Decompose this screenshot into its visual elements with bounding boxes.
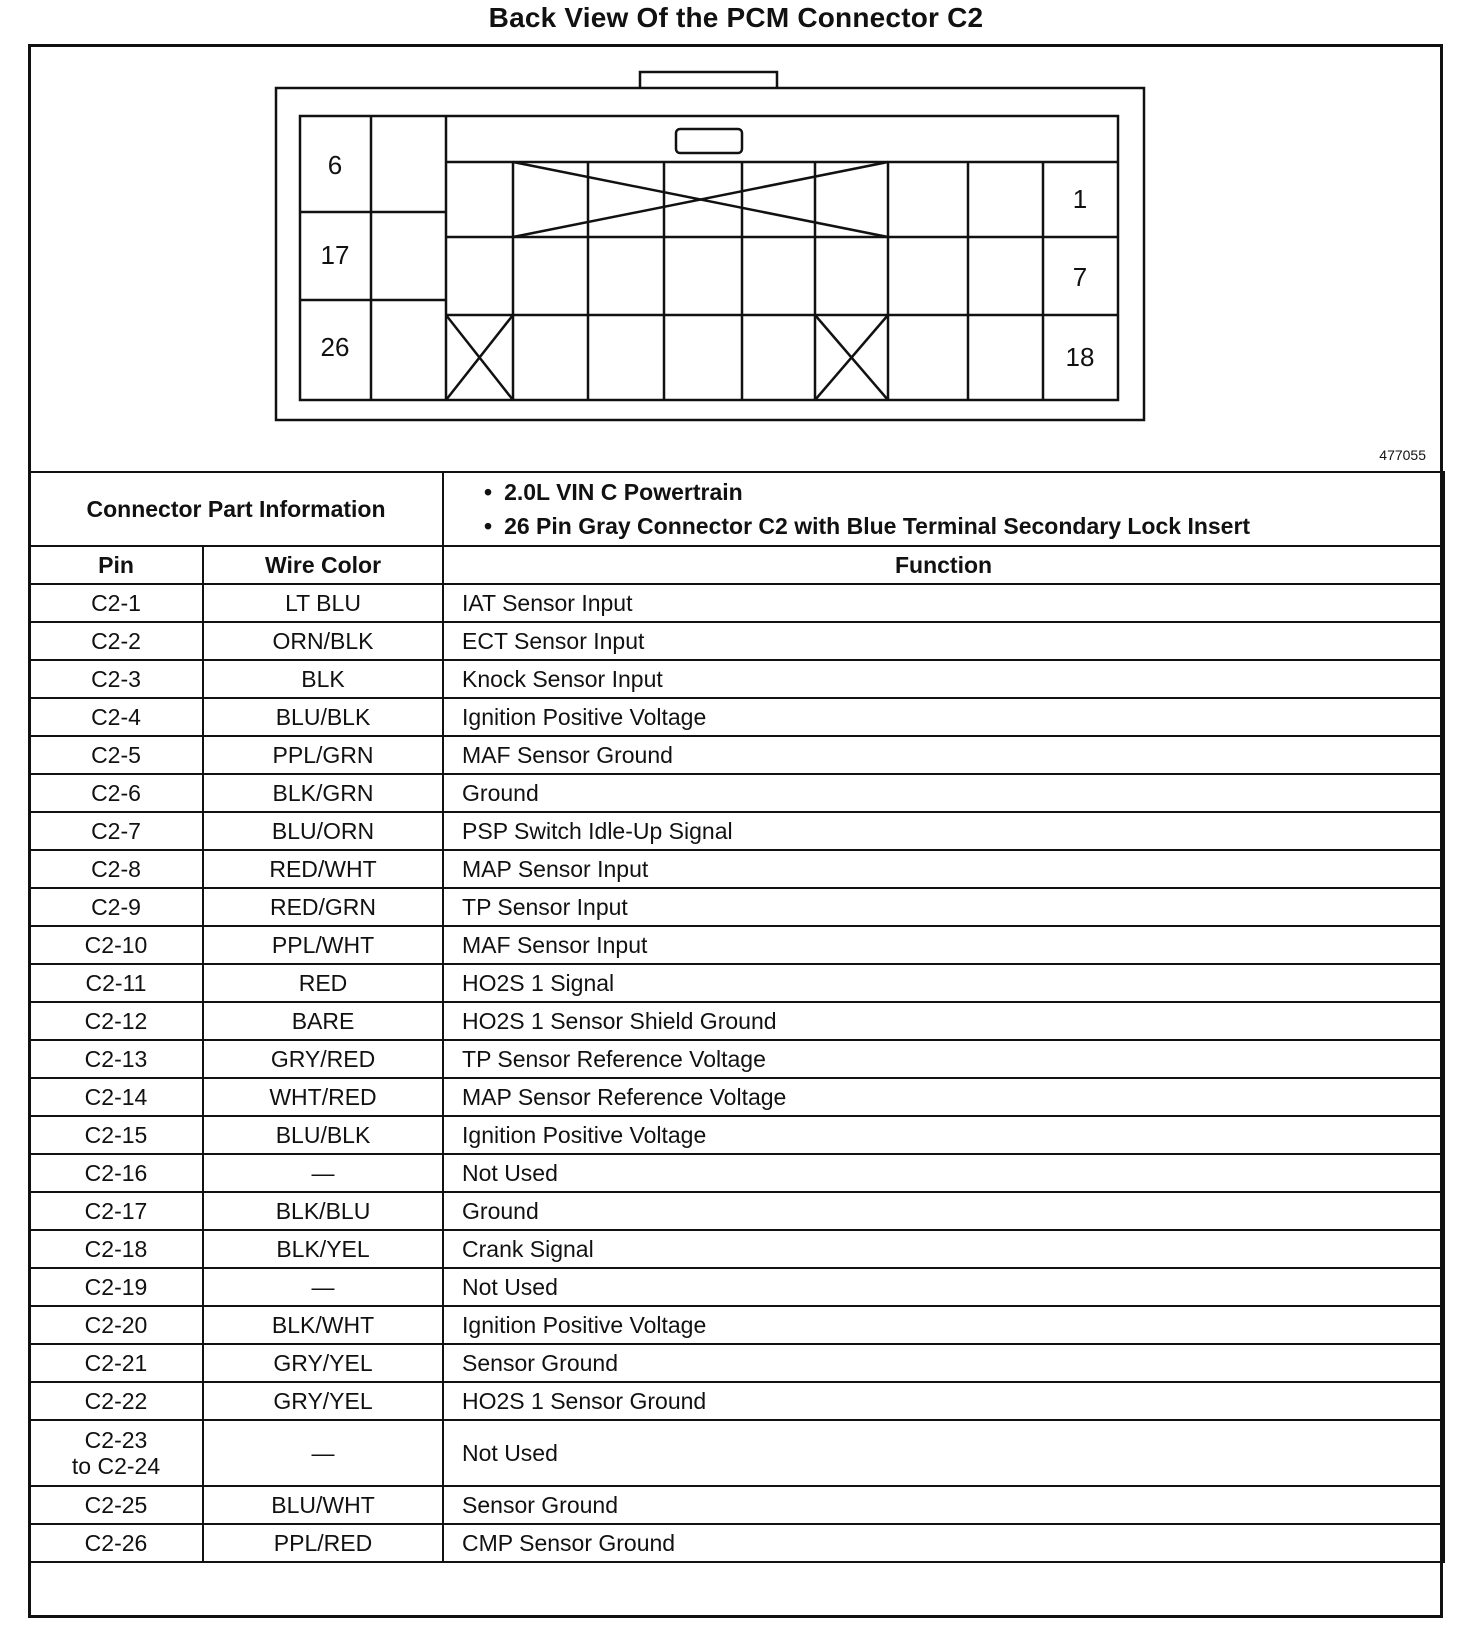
pin-cell: [29, 1306, 203, 1344]
table-row: [29, 774, 1444, 812]
wire-color-cell: —: [203, 1154, 443, 1192]
pin-id: C2-4: [91, 703, 141, 730]
table-row: [29, 1116, 1444, 1154]
wire-color-cell: BLK/YEL: [203, 1230, 443, 1268]
table-row: [29, 736, 1444, 774]
pin-cell: [29, 1524, 203, 1562]
wire-color-cell: BLU/BLK: [203, 1116, 443, 1154]
wire-color-cell: BLK/WHT: [203, 1306, 443, 1344]
pin-id: C2-17: [84, 1197, 148, 1224]
table-row: [29, 622, 1444, 660]
wire-color-cell: WHT/RED: [203, 1078, 443, 1116]
table-row: [29, 850, 1444, 888]
pin-cell: [29, 736, 203, 774]
pin-cell: [29, 698, 203, 736]
wire-color-cell: BARE: [203, 1002, 443, 1040]
function-cell: Ground: [443, 1192, 1444, 1230]
connector-diagram: [28, 44, 1443, 474]
pin-id: C2-12: [84, 1007, 148, 1034]
pin-id: C2-19: [84, 1273, 148, 1300]
pin-cell: [29, 774, 203, 812]
pin-id: C2-18: [84, 1235, 148, 1262]
pin-id: C2-6: [91, 779, 141, 806]
pin-id: C2-5: [91, 741, 141, 768]
pin-cell: [29, 1382, 203, 1420]
table-row: [29, 660, 1444, 698]
wire-color-cell: —: [203, 1268, 443, 1306]
cavity-label: 7: [1072, 262, 1088, 292]
pin-id: C2-3: [91, 665, 141, 692]
function-cell: IAT Sensor Input: [443, 584, 1444, 622]
pin-id: C2-1: [91, 589, 141, 616]
pin-cell: [29, 1040, 203, 1078]
pin-id: C2-8: [91, 855, 141, 882]
pin-id: C2-21: [84, 1349, 148, 1376]
pin-cell: [29, 1154, 203, 1192]
connector-body: [276, 88, 1144, 420]
table-row: [29, 1420, 1444, 1486]
wire-color-cell: RED/GRN: [203, 888, 443, 926]
table-row: [29, 1040, 1444, 1078]
function-cell: Crank Signal: [443, 1230, 1444, 1268]
wire-color-cell: PPL/GRN: [203, 736, 443, 774]
wire-color-cell: PPL/RED: [203, 1524, 443, 1562]
pin-cell: [29, 1078, 203, 1116]
function-cell: MAF Sensor Input: [443, 926, 1444, 964]
cavity-label: 1: [1072, 184, 1088, 214]
function-cell: HO2S 1 Sensor Shield Ground: [443, 1002, 1444, 1040]
pin-cell: [29, 1192, 203, 1230]
pin-cell: [29, 1268, 203, 1306]
function-cell: HO2S 1 Sensor Ground: [443, 1382, 1444, 1420]
pin-id: C2-20: [84, 1311, 148, 1338]
pin-cell: [29, 622, 203, 660]
function-cell: Knock Sensor Input: [443, 660, 1444, 698]
table-row: [29, 698, 1444, 736]
pin-cell: [29, 1116, 203, 1154]
function-cell: Not Used: [443, 1154, 1444, 1192]
table-row: [29, 1306, 1444, 1344]
header-pin: Pin: [29, 546, 203, 584]
pin-id: C2-23: [84, 1427, 148, 1453]
wire-color-cell: —: [203, 1420, 443, 1486]
pin-id: C2-11: [85, 969, 147, 996]
table-row: [29, 1486, 1444, 1524]
wire-color-cell: BLU/BLK: [203, 698, 443, 736]
part-info-label: Connector Part Information: [29, 472, 443, 546]
table-row: [29, 1154, 1444, 1192]
pin-id: C2-9: [91, 893, 141, 920]
function-cell: Sensor Ground: [443, 1344, 1444, 1382]
pin-cell: [29, 964, 203, 1002]
cavity-label: 17: [320, 240, 350, 270]
wire-color-cell: BLK/GRN: [203, 774, 443, 812]
function-cell: PSP Switch Idle-Up Signal: [443, 812, 1444, 850]
function-cell: Sensor Ground: [443, 1486, 1444, 1524]
table-row: [29, 812, 1444, 850]
table-row: [29, 1524, 1444, 1562]
table-row: [29, 1268, 1444, 1306]
table-row: [29, 1002, 1444, 1040]
pin-cell: [29, 888, 203, 926]
pin-id: C2-16: [84, 1159, 148, 1186]
function-cell: HO2S 1 Signal: [443, 964, 1444, 1002]
pin-cell: [29, 926, 203, 964]
table-row: [29, 584, 1444, 622]
wire-color-cell: GRY/YEL: [203, 1382, 443, 1420]
pin-id-range-end: to C2-24: [71, 1453, 161, 1479]
part-info-details: [443, 472, 1444, 546]
pin-cell: [29, 850, 203, 888]
function-cell: Not Used: [443, 1420, 1444, 1486]
pin-id: C2-7: [91, 817, 141, 844]
wire-color-cell: BLK: [203, 660, 443, 698]
pin-id: C2-13: [84, 1045, 148, 1072]
part-info-row: [29, 472, 1444, 546]
connector-latch-tab: [640, 72, 777, 88]
function-cell: Ignition Positive Voltage: [443, 1306, 1444, 1344]
table-row: [29, 888, 1444, 926]
cavity-label: 6: [327, 150, 343, 180]
pin-id: C2-25: [84, 1491, 148, 1518]
pin-id: C2-2: [91, 627, 141, 654]
function-cell: ECT Sensor Input: [443, 622, 1444, 660]
cavity-label: 26: [320, 332, 350, 362]
pin-cell: [29, 660, 203, 698]
function-cell: Ignition Positive Voltage: [443, 1116, 1444, 1154]
pin-id: C2-14: [84, 1083, 148, 1110]
function-cell: MAP Sensor Input: [443, 850, 1444, 888]
table-row: [29, 1230, 1444, 1268]
wire-color-cell: LT BLU: [203, 584, 443, 622]
wire-color-cell: GRY/RED: [203, 1040, 443, 1078]
pin-id: C2-26: [84, 1529, 148, 1556]
connector-cavity-grid: [300, 116, 1118, 400]
pin-cell: [29, 1486, 203, 1524]
pin-cell: [29, 1344, 203, 1382]
function-cell: TP Sensor Reference Voltage: [443, 1040, 1444, 1078]
table-row: [29, 1192, 1444, 1230]
function-cell: CMP Sensor Ground: [443, 1524, 1444, 1562]
wire-color-cell: BLU/WHT: [203, 1486, 443, 1524]
wire-color-cell: BLU/ORN: [203, 812, 443, 850]
table-row: [29, 1382, 1444, 1420]
pin-cell: [29, 584, 203, 622]
function-cell: Not Used: [443, 1268, 1444, 1306]
function-cell: MAP Sensor Reference Voltage: [443, 1078, 1444, 1116]
pin-cell: [29, 1002, 203, 1040]
function-cell: Ignition Positive Voltage: [443, 698, 1444, 736]
wire-color-cell: RED/WHT: [203, 850, 443, 888]
header-function: Function: [443, 546, 1444, 584]
table-header: [29, 546, 1444, 584]
pin-cell: [29, 1230, 203, 1268]
part-info-item: • 26 Pin Gray Connector C2 with Blue Terminal Secondary Lock Insert: [484, 509, 1443, 543]
pinout-table: [28, 471, 1445, 1563]
header-wire-color: Wire Color: [203, 546, 443, 584]
pin-cell: [29, 1420, 203, 1486]
function-cell: MAF Sensor Ground: [443, 736, 1444, 774]
pin-cell: [29, 812, 203, 850]
page-title: Back View Of the PCM Connector C2: [488, 2, 984, 33]
figure-number: 477055: [1379, 447, 1426, 463]
table-row: [29, 964, 1444, 1002]
cavity-label: 18: [1065, 342, 1095, 372]
connector-key-slot: [676, 129, 742, 153]
table-row: [29, 1344, 1444, 1382]
function-cell: TP Sensor Input: [443, 888, 1444, 926]
pin-id: C2-22: [84, 1387, 148, 1414]
function-cell: Ground: [443, 774, 1444, 812]
part-info-item: • 2.0L VIN C Powertrain: [484, 475, 1443, 509]
pin-id: C2-15: [84, 1121, 148, 1148]
pin-id: C2-10: [84, 931, 148, 958]
wire-color-cell: RED: [203, 964, 443, 1002]
wire-color-cell: GRY/YEL: [203, 1344, 443, 1382]
wire-color-cell: ORN/BLK: [203, 622, 443, 660]
table-row: [29, 926, 1444, 964]
table-row: [29, 1078, 1444, 1116]
wire-color-cell: BLK/BLU: [203, 1192, 443, 1230]
wire-color-cell: PPL/WHT: [203, 926, 443, 964]
